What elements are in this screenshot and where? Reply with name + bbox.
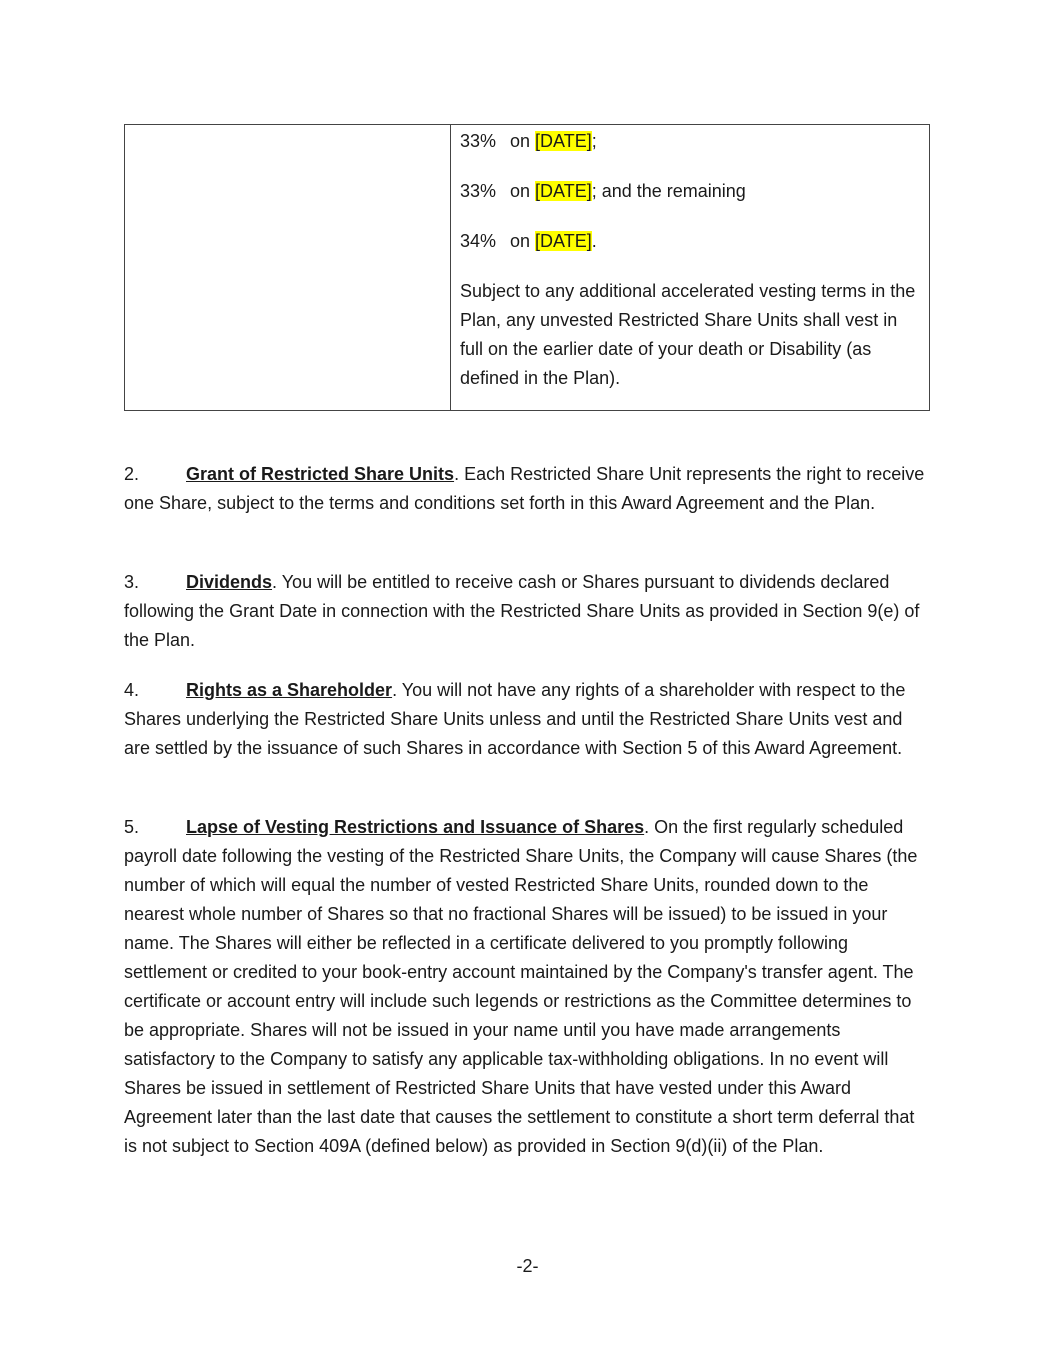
table-right-cell [451, 125, 929, 410]
section-heading: Rights as a Shareholder [186, 680, 393, 700]
vesting-on: on [510, 131, 531, 151]
section-body: . Each Restricted Share Unit represents the right to receive one Share, subject to the terms and conditions set forth in this Award Agreement and the Plan. [124, 464, 925, 513]
vesting-schedule-table [124, 124, 930, 411]
vesting-percent: 33% [460, 131, 497, 151]
table-left-cell [125, 125, 451, 410]
vesting-row [460, 227, 919, 256]
vesting-row [460, 177, 919, 206]
section-2 [124, 460, 932, 518]
section-body: . You will not have any rights of a shareholder with respect to the Shares underlying the Restricted Share Units unless and until the Restricted Share Units vest and are settled by the issuance of such Shares in accordance with Section 5 of this Award Agreement. [124, 680, 906, 758]
section-number: 5. [124, 817, 140, 837]
vesting-date-placeholder: [DATE] [535, 181, 592, 201]
vesting-date-placeholder: [DATE] [535, 131, 592, 151]
page-number: -2- [516, 1256, 539, 1276]
vesting-suffix: . [591, 231, 597, 251]
section-number: 4. [124, 680, 140, 700]
section-body: . On the first regularly scheduled payroll date following the vesting of the Restricted Share Units, the Company will cause Shares (the number of which will equal the number of vested Restricted Share Units, rounded down to the nearest whole number of Shares so that no fractional Shares will be issued) to be issued in your name. The Shares will either be reflected in a certificate delivered to you promptly following settlement or credited to your book-entry account maintained by the Company's transfer agent. The certificate or account entry will include such legends or restrictions as the Committee determines to be appropriate. Shares will not be issued in your name until you have made arrangements satisfactory to the Company to satisfy any applicable tax-withholding obligations. In no event will Shares be issued in settlement of Restricted Share Units that have vested under this Award Agreement later than the last date that causes the settlement to constitute a short term deferral that is not subject to Section 409A (defined below) as provided in Section 9(d)(ii) of the Plan. [124, 817, 918, 1156]
vesting-suffix: ; and the remaining [591, 181, 746, 201]
vesting-on: on [510, 231, 531, 251]
section-3 [124, 568, 932, 655]
vesting-percent: 33% [460, 181, 497, 201]
section-number: 2. [124, 464, 140, 484]
vesting-row [460, 127, 919, 156]
accelerated-vesting-note: Subject to any additional accelerated vesting terms in the Plan, any unvested Restricted Share Units shall vest in full on the earlier date of your death or Disability (as defined in the Plan). [460, 281, 916, 388]
section-heading: Grant of Restricted Share Units [186, 464, 455, 484]
vesting-on: on [510, 181, 531, 201]
vesting-date-placeholder: [DATE] [535, 231, 592, 251]
section-heading: Dividends [186, 572, 273, 592]
section-number: 3. [124, 572, 140, 592]
section-5 [124, 813, 932, 1161]
vesting-percent: 34% [460, 231, 497, 251]
section-heading: Lapse of Vesting Restrictions and Issuance of Shares [186, 817, 645, 837]
vesting-suffix: ; [591, 131, 597, 151]
section-body: . You will be entitled to receive cash or Shares pursuant to dividends declared following the Grant Date in connection with the Restricted Share Units as provided in Section 9(e) of the Plan. [124, 572, 920, 650]
section-4 [124, 676, 932, 763]
